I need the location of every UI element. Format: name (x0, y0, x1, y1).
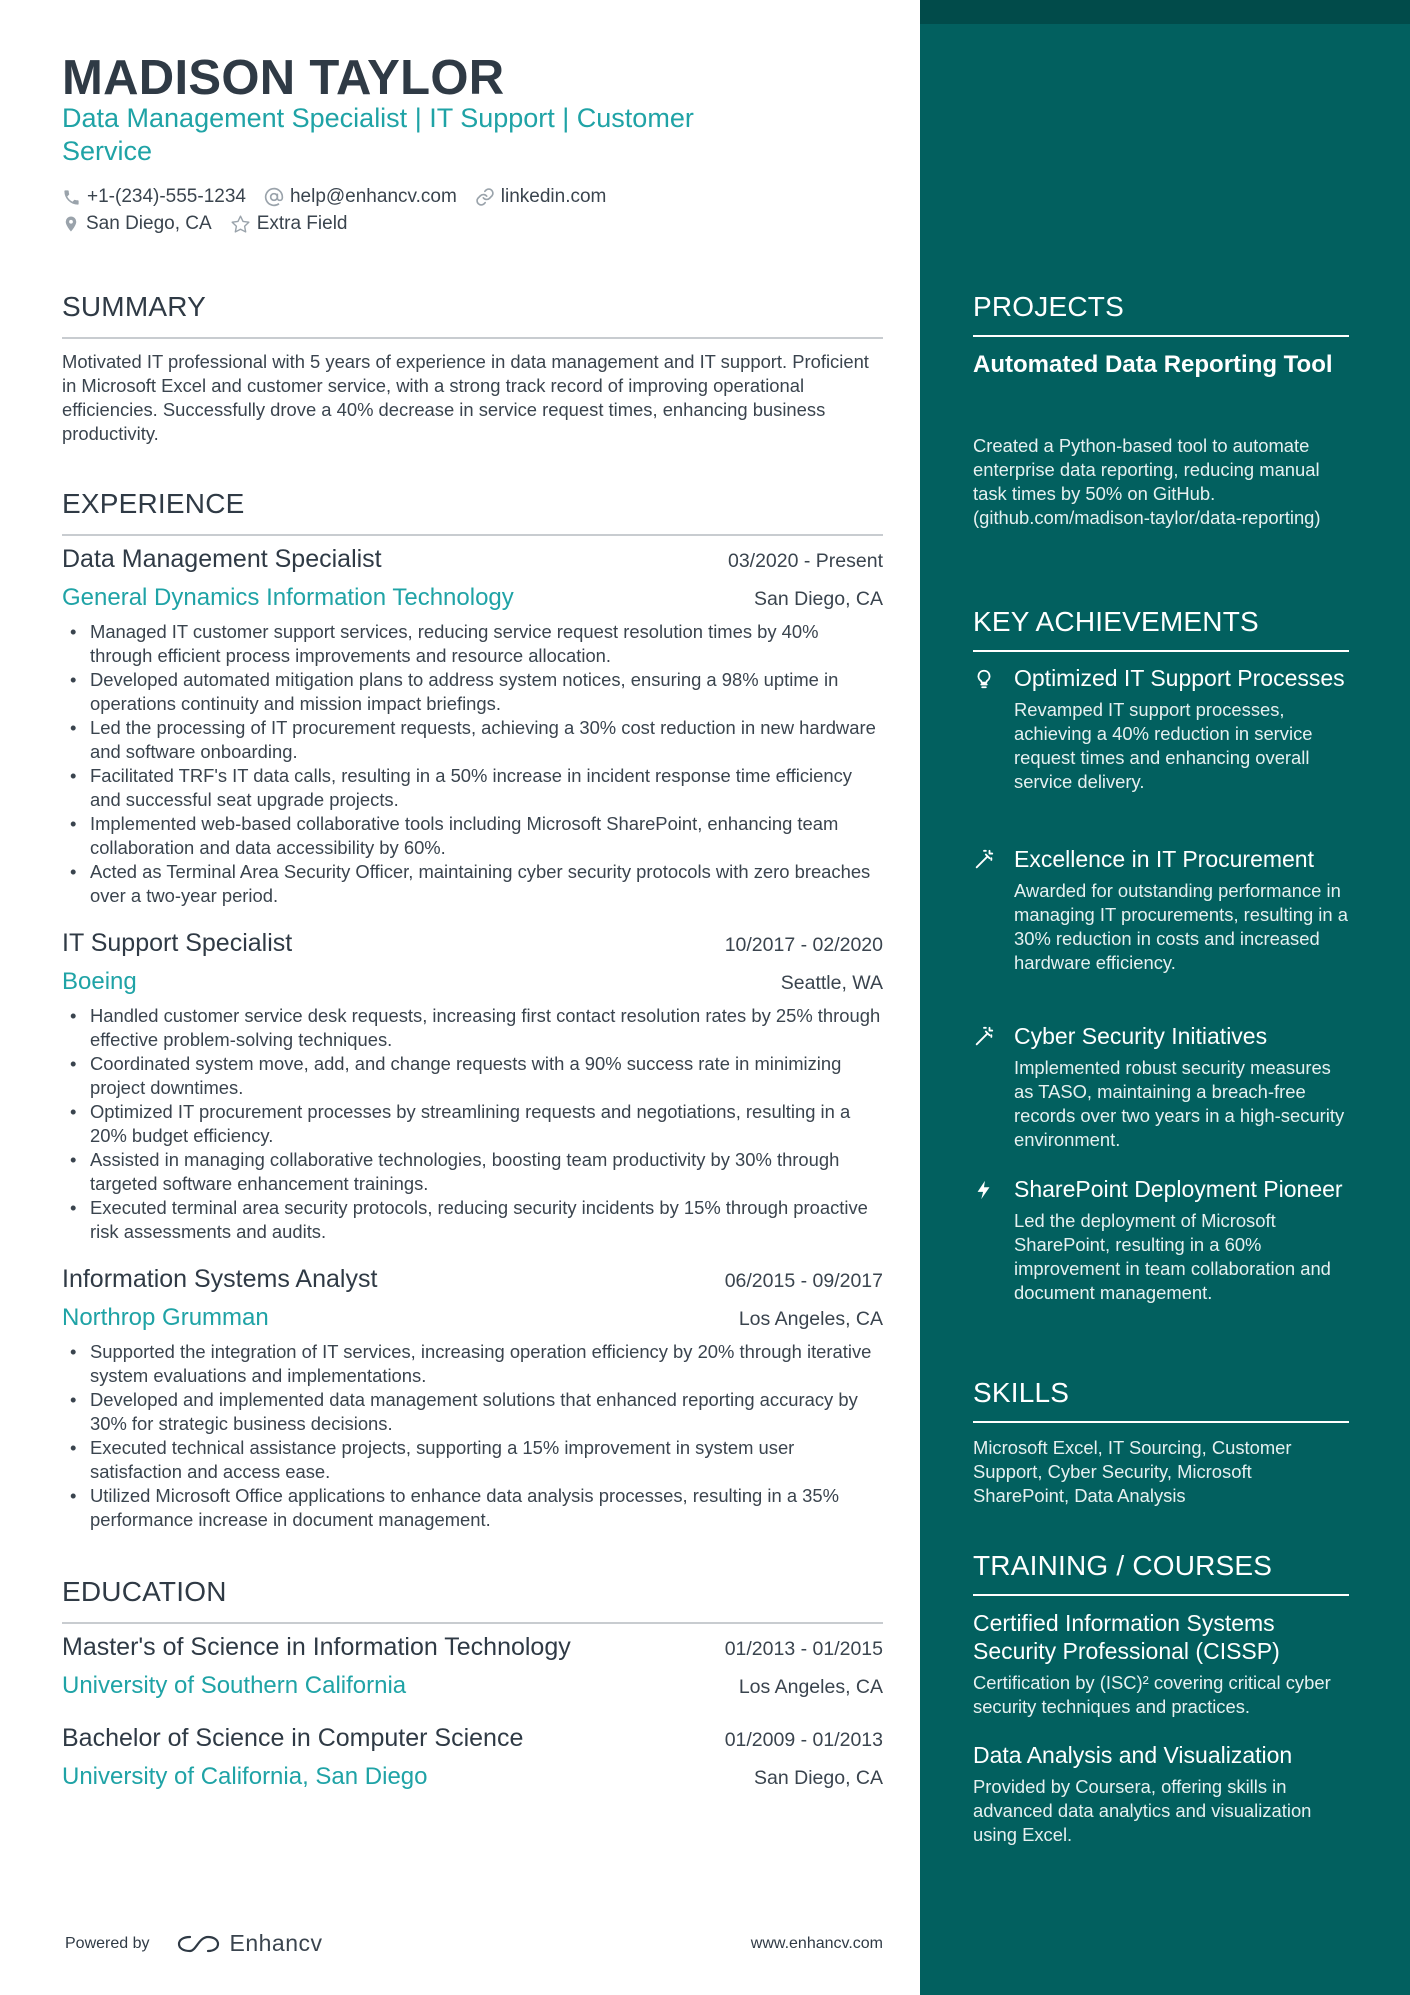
magic-wand-icon (973, 849, 995, 871)
candidate-name: MADISON TAYLOR (62, 51, 505, 105)
project-description: Created a Python-based tool to automate enterprise data reporting, reducing manual task times by 50% on GitHub. (github.com/madison-taylor/data-reporting) (973, 435, 1321, 528)
achievement-title: Excellence in IT Procurement (1014, 846, 1314, 872)
achievement-description: Implemented robust security measures as TASO, maintaining a breach-free records over two years in a high-security environment. (1014, 1057, 1345, 1150)
magic-wand-icon (973, 1026, 995, 1048)
sidebar-top-band (920, 0, 1410, 24)
job-bullets (62, 1340, 883, 1532)
phone-text: +1-(234)-555-1234 (87, 186, 246, 207)
lightbulb-icon (973, 668, 995, 690)
education-date: 01/2013 - 01/2015 (724, 1638, 883, 1660)
job-date: 10/2017 - 02/2020 (724, 934, 883, 956)
achievement-item (973, 1022, 1349, 1152)
school: University of California, San Diego (62, 1763, 428, 1790)
education-location: San Diego, CA (754, 1767, 883, 1789)
course-description: Certification by (ISC)² covering critical cyber security techniques and practices. (973, 1672, 1331, 1717)
course-item (973, 1741, 1349, 1847)
achievement-description: Revamped IT support processes, achieving a 40% reduction in service request times and enhancing overall service delivery. (1014, 699, 1313, 792)
location-pin-icon (62, 214, 80, 234)
job-company: Northrop Grumman (62, 1304, 269, 1331)
job-date: 06/2015 - 09/2017 (724, 1270, 883, 1292)
location-text: San Diego, CA (86, 213, 212, 234)
course-description: Provided by Coursera, offering skills in advanced data analytics and visualization using Excel. (973, 1776, 1312, 1845)
link-icon (475, 187, 495, 207)
star-icon (230, 214, 251, 235)
phone-contact (62, 186, 246, 208)
bullet-item: • Assisted in managing collaborative technologies, boosting team productivity by 30% through targeted software enhancement trainings. (62, 1148, 883, 1196)
phone-icon (62, 188, 81, 207)
achievement-item (973, 1175, 1349, 1305)
achievement-item (973, 845, 1349, 975)
projects-section-title: PROJECTS (973, 291, 1349, 337)
bullet-item: • Implemented web-based collaborative tools including Microsoft SharePoint, enhancing team collaboration and data accessibility by 60%. (62, 812, 883, 860)
achievement-title: Cyber Security Initiatives (1014, 1023, 1268, 1049)
bullet-item: • Facilitated TRF's IT data calls, resulting in a 50% increase in incident response time efficiency and successful seat upgrade projects. (62, 764, 883, 812)
bullet-item: • Handled customer service desk requests, increasing first contact resolution rates by 25% through effective problem-solving techniques. (62, 1004, 883, 1052)
education-entry (62, 1724, 883, 1791)
job-title: IT Support Specialist (62, 929, 293, 957)
degree: Bachelor of Science in Computer Science (62, 1724, 524, 1752)
contact-row-2 (62, 213, 366, 235)
sidebar (920, 0, 1410, 1995)
job-bullets (62, 620, 883, 908)
achievement-description: Led the deployment of Microsoft SharePoint, resulting in a 60% improvement in team collaboration and document management. (1014, 1210, 1331, 1303)
summary-text: Motivated IT professional with 5 years of experience in data management and IT support. Proficient in Microsoft Excel and customer service, with a strong track record of improving operational efficiencies. Successfully drove a 40% decrease in service request times, enhancing business productivity. (62, 351, 869, 444)
achievement-title: Optimized IT Support Processes (1014, 665, 1345, 691)
at-icon (264, 187, 284, 207)
lightning-icon (973, 1179, 995, 1201)
skills-section-title: SKILLS (973, 1377, 1349, 1423)
job-company: Boeing (62, 968, 137, 995)
email-text[interactable]: help@enhancv.com (289, 186, 457, 207)
linkedin-text[interactable]: linkedin.com (500, 186, 607, 207)
achievement-item (973, 664, 1349, 794)
job-title: Data Management Specialist (62, 545, 382, 573)
job-date: 03/2020 - Present (727, 550, 883, 572)
education-date: 01/2009 - 01/2013 (724, 1729, 883, 1751)
footer (62, 1930, 883, 1957)
course-title: Certified Information Systems Security Professional (CISSP) (973, 1610, 1280, 1664)
footer-url[interactable]: www.enhancv.com (750, 1934, 883, 1952)
enhancv-brand: Enhancv (229, 1930, 323, 1956)
education-entry (62, 1633, 883, 1700)
enhancv-logo-icon (176, 1932, 222, 1956)
school: University of Southern California (62, 1672, 407, 1699)
bullet-item: • Coordinated system move, add, and change requests with a 90% success rate in minimizing project downtimes. (62, 1052, 883, 1100)
education-section-title: EDUCATION (62, 1576, 883, 1624)
powered-by-label: Powered by (65, 1934, 150, 1952)
bullet-item: • Developed automated mitigation plans to address system notices, ensuring a 98% uptime in operations continuity and mission impact briefings. (62, 668, 883, 716)
job-title: Information Systems Analyst (62, 1265, 378, 1293)
job-company: General Dynamics Information Technology (62, 584, 514, 611)
training-section-title: TRAINING / COURSES (973, 1550, 1349, 1596)
job-location: Los Angeles, CA (738, 1308, 883, 1330)
bullet-item: • Supported the integration of IT services, increasing operation efficiency by 20% through iterative system evaluations and implementations. (62, 1340, 883, 1388)
job-entry (62, 545, 883, 908)
headline: Data Management Specialist | IT Support | Customer Service (62, 103, 694, 166)
bullet-item: • Managed IT customer support services, reducing service request resolution times by 40% through efficient process improvements and resource allocation. (62, 620, 883, 668)
project-title: Automated Data Reporting Tool (973, 351, 1333, 378)
powered-by (62, 1930, 323, 1957)
location-contact (62, 213, 212, 235)
job-bullets (62, 1004, 883, 1244)
bullet-item: • Led the processing of IT procurement requests, achieving a 30% cost reduction in new hardware and software onboarding. (62, 716, 883, 764)
job-entry (62, 929, 883, 1244)
skills-list: Microsoft Excel, IT Sourcing, Customer Support, Cyber Security, Microsoft SharePoint, Data Analysis (973, 1437, 1292, 1506)
achievements-section-title: KEY ACHIEVEMENTS (973, 606, 1349, 652)
course-item (973, 1609, 1349, 1719)
education-location: Los Angeles, CA (738, 1676, 883, 1698)
course-title: Data Analysis and Visualization (973, 1742, 1293, 1768)
achievement-description: Awarded for outstanding performance in managing IT procurements, resulting in a 30% reduction in costs and increased hardware efficiency. (1014, 880, 1348, 973)
bullet-item: • Acted as Terminal Area Security Officer, maintaining cyber security protocols with zero breaches over a two-year period. (62, 860, 883, 908)
job-entry (62, 1265, 883, 1532)
bullet-item: • Utilized Microsoft Office applications to enhance data analysis processes, resulting in a 35% performance increase in document management. (62, 1484, 883, 1532)
bullet-item: • Executed technical assistance projects, supporting a 15% improvement in system user satisfaction and access ease. (62, 1436, 883, 1484)
extra-field-contact (230, 213, 348, 235)
degree: Master's of Science in Information Technology (62, 1633, 571, 1661)
email-contact[interactable] (264, 186, 457, 208)
job-location: Seattle, WA (780, 972, 883, 994)
summary-section-title: SUMMARY (62, 291, 883, 339)
linkedin-contact[interactable] (475, 186, 607, 208)
job-location: San Diego, CA (754, 588, 883, 610)
extra-field-text: Extra Field (256, 213, 348, 234)
contact-row (62, 186, 624, 208)
experience-section-title: EXPERIENCE (62, 488, 883, 536)
bullet-item: • Developed and implemented data management solutions that enhanced reporting accuracy by 30% for strategic business decisions. (62, 1388, 883, 1436)
achievement-title: SharePoint Deployment Pioneer (1014, 1176, 1343, 1202)
bullet-item: • Optimized IT procurement processes by streamlining requests and negotiations, resulting in a 20% budget efficiency. (62, 1100, 883, 1148)
bullet-item: • Executed terminal area security protocols, reducing security incidents by 15% through proactive risk assessments and audits. (62, 1196, 883, 1244)
